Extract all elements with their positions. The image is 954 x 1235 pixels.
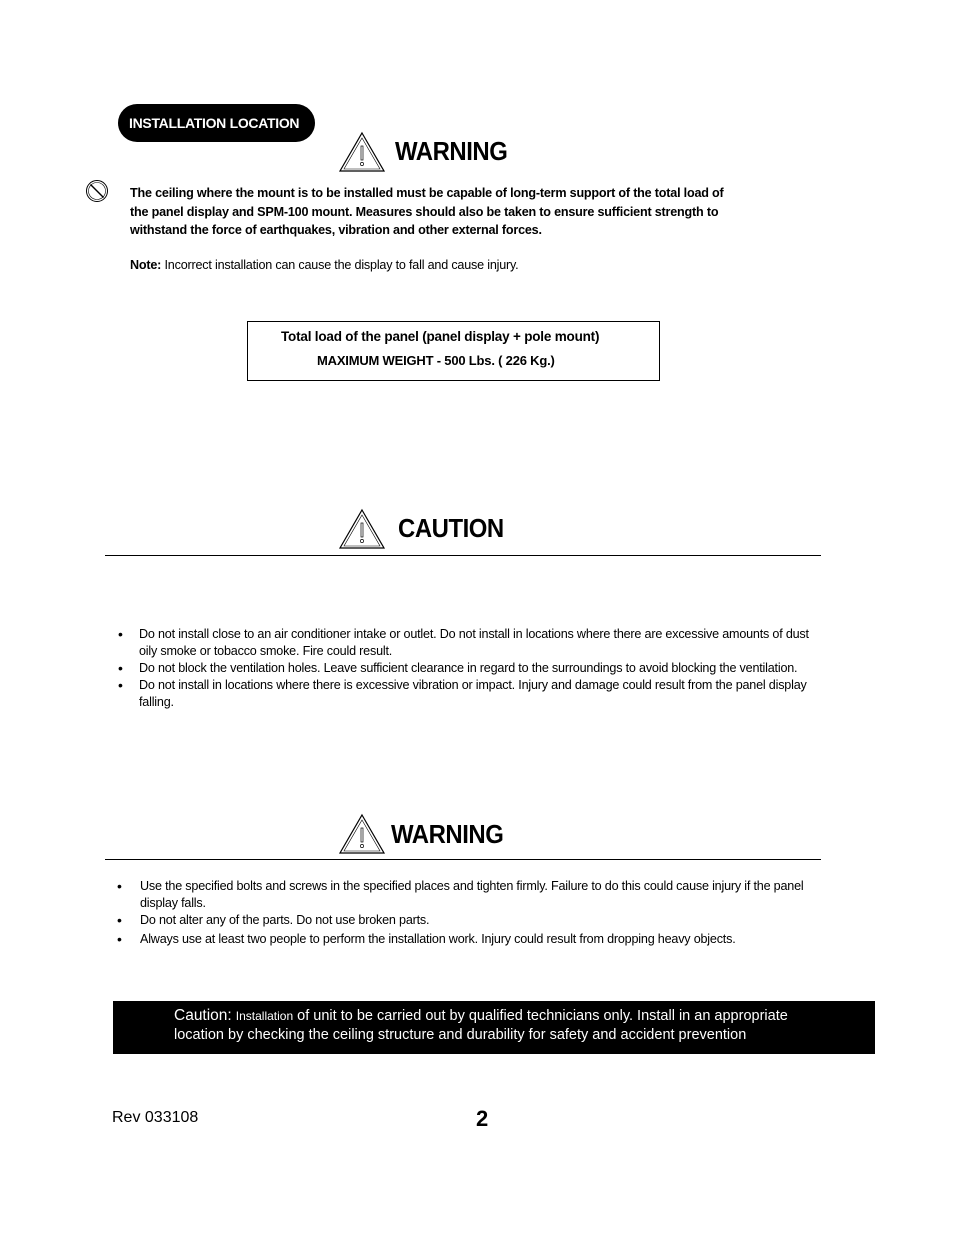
caution-list [118, 626, 858, 711]
list-item-line: Always use at least two people to perform the installation work. Injury could result from dropping heavy objects. [140, 932, 736, 946]
caution-divider [105, 555, 821, 556]
warning-triangle-icon [338, 131, 386, 173]
caution-label: Caution: [174, 1007, 232, 1024]
prohibited-icon [85, 179, 109, 203]
warning-heading-1: WARNING [395, 136, 508, 166]
bullet-icon: • [117, 931, 122, 947]
bullet-icon: • [118, 626, 123, 642]
list-item [118, 626, 858, 660]
caution-banner-line-1 [174, 1006, 854, 1026]
list-item-line: Do not alter any of the parts. Do not use broken parts. [140, 913, 430, 927]
list-item [117, 931, 857, 948]
list-item [118, 677, 858, 711]
caution-heading: CAUTION [398, 513, 504, 543]
warning-line-2: the panel display and SPM-100 mount. Measures should also be taken to ensure sufficient strength to [130, 204, 719, 219]
list-item-line: Do not install close to an air conditioner intake or outlet. Do not install in locations where there are excessive amounts of dust [139, 627, 809, 641]
warning-line-3: withstand the force of earthquakes, vibration and other external forces. [130, 223, 542, 237]
note-text: Incorrect installation can cause the display to fall and cause injury. [164, 258, 519, 272]
caution-text-1: of unit to be carried out by qualified technicians only. Install in an appropriate [293, 1008, 788, 1024]
caution-banner-text [174, 1006, 854, 1045]
bullet-icon: • [117, 878, 122, 894]
warning-heading-2: WARNING [391, 819, 504, 849]
section-label: INSTALLATION LOCATION [118, 104, 315, 142]
list-item-line: Do not install in locations where there is excessive vibration or impact. Injury and damage could result from the panel display [139, 678, 807, 692]
caution-triangle-icon [338, 508, 386, 550]
caution-banner-line-2: location by checking the ceiling structure and durability for safety and accident prevention [174, 1027, 747, 1043]
warning-divider [105, 859, 821, 860]
warning-line-1: The ceiling where the mount is to be installed must be capable of long-term support of the total load of [130, 186, 724, 200]
warning-triangle-icon [338, 813, 386, 855]
caution-small-word: Installation [235, 1009, 294, 1023]
note-label: Note: [130, 258, 162, 272]
bullet-icon: • [118, 677, 123, 693]
list-item [118, 660, 858, 677]
warning-list [117, 878, 857, 948]
load-box-line-2: MAXIMUM WEIGHT - 500 Lbs. ( 226 Kg.) [317, 353, 555, 368]
bullet-icon: • [118, 660, 123, 676]
load-box [247, 321, 660, 381]
list-item-line: oily smoke or tobacco smoke. Fire could result. [139, 644, 393, 658]
load-box-line-1: Total load of the panel (panel display + pole mount) [281, 329, 600, 344]
caution-banner [113, 1001, 875, 1054]
warning-text [130, 184, 780, 240]
list-item-line: Do not block the ventilation holes. Leave sufficient clearance in regard to the surroundings to avoid blocking the ventilation. [139, 661, 798, 675]
bullet-icon: • [117, 912, 122, 928]
list-item [117, 912, 857, 929]
list-item-line: Use the specified bolts and screws in the specified places and tighten firmly. Failure to do this could cause injury if the panel [140, 879, 804, 893]
note [130, 258, 519, 272]
page-number: 2 [476, 1106, 489, 1131]
list-item [117, 878, 857, 912]
list-item-line: display falls. [140, 896, 206, 910]
list-item-line: falling. [139, 695, 174, 709]
revision-label: Rev 033108 [112, 1109, 199, 1126]
